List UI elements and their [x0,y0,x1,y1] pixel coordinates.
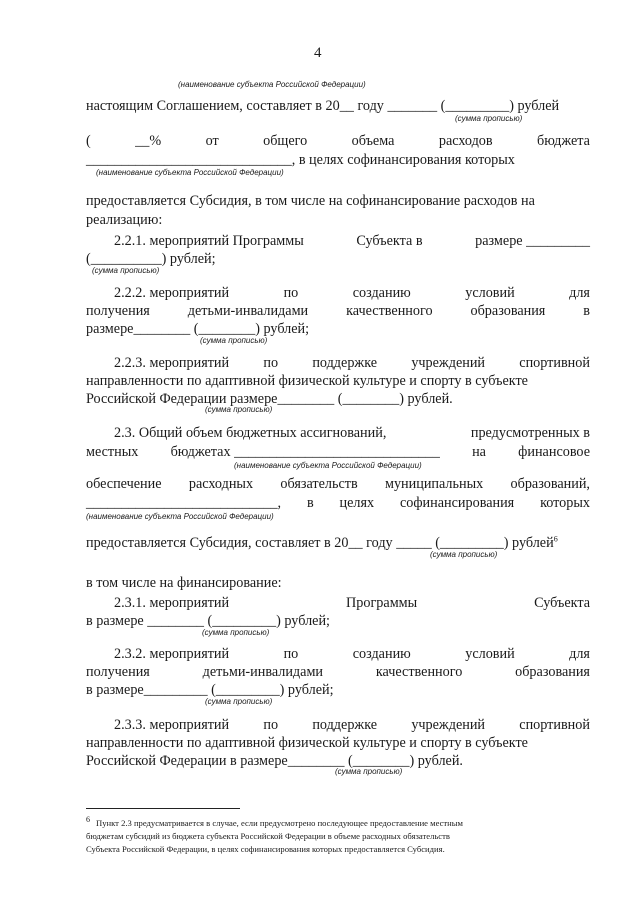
s231-line2: в размере ________ (_________) рублей; [86,613,330,629]
s223-line3: Российской Федерации размере________ (________) рублей. [86,391,453,407]
s221-row1: 2.2.1. мероприятий Программы Субъекта в размере _________ [114,233,590,249]
p1-line3: _____________________________, в целях софинансирования которых [86,152,515,168]
s222-row2: получения детьми-инвалидами качественного образования в [86,303,590,319]
s233-caption: (сумма прописью) [335,767,403,776]
s223-row1: 2.2.3. мероприятий по поддержке учреждений спортивной [114,355,590,371]
s231-caption: (сумма прописью) [202,628,270,637]
s232-row2: получения детьми-инвалидами качественного образования [86,664,590,680]
p1-caption-sum: (сумма прописью) [455,114,523,123]
p1-line5: реализацию: [86,212,163,228]
p1-row2: ( __% от общего объема расходов бюджета [86,133,590,149]
s23-caption-region1: (наименование субъекта Российской Федерации) [234,461,422,470]
s221-line2: (__________) рублей; [86,251,216,267]
p1-line1: настоящим Соглашением, составляет в 20__ году _______ (_________) рублей [86,98,560,114]
s222-line3: размере________ (________) рублей; [86,321,310,337]
s23-caption-sum: (сумма прописью) [430,550,498,559]
s23-caption-region2: (наименование субъекта Российской Федерации) [86,512,274,521]
s232-row1: 2.3.2. мероприятий по созданию условий для [114,646,590,662]
p1-caption-region: (наименование субъекта Российской Федерации) [96,168,284,177]
footnote-mark: 6 [86,815,90,825]
footnote-line2: бюджетам субсидий из бюджета субъекта Российской Федерации в объеме расходных обязательств [86,831,450,841]
page-number: 4 [314,45,322,61]
footnote-line1: $^6$ Пункт 2.3 предусматривается в случае, если предусмотрено последующее предоставление местным [86,815,463,828]
s232-caption: (сумма прописью) [205,697,273,706]
s223-caption: (сумма прописью) [205,405,273,414]
footnote-ref: 6 [553,534,558,544]
footnote-rule [86,808,240,809]
s23-line6: в том числе на финансирование: [86,575,282,591]
s223-line2: направленности по адаптивной физической культуре и спорту в субъекте [86,373,528,389]
s23-row2: местных бюджетах _____________________________ на финансовое [86,444,590,460]
s221-caption: (сумма прописью) [92,266,160,275]
s232-line3: в размере_________ (_________) рублей; [86,682,334,698]
p1-line4: предоставляется Субсидия, в том числе на софинансирование расходов на [86,193,535,209]
s23-row1: 2.3. Общий объем бюджетных ассигнований, предусмотренных в [114,425,590,441]
caption-region-top: (наименование субъекта Российской Федерации) [178,80,366,89]
s233-line3: Российской Федерации в размере________ (________) рублей. [86,753,463,769]
s222-caption: (сумма прописью) [200,336,268,345]
s23-row4: ___________________________, в целях софинансирования которых [86,495,590,511]
s23-row3: обеспечение расходных обязательств муниципальных образований, [86,476,590,492]
s233-row1: 2.3.3. мероприятий по поддержке учреждений спортивной [114,717,590,733]
s231-row1: 2.3.1. мероприятий Программы Субъекта [114,595,590,611]
s222-row1: 2.2.2. мероприятий по созданию условий для [114,285,590,301]
s23-line5: предоставляется Субсидия, составляет в 20__ году _____ (_________) рублей$^6$ [86,534,558,551]
footnote-line3: Субъекта Российской Федерации, в целях софинансирования которых предоставляется Субсидия. [86,844,445,854]
s233-line2: направленности по адаптивной физической культуре и спорту в субъекте [86,735,528,751]
